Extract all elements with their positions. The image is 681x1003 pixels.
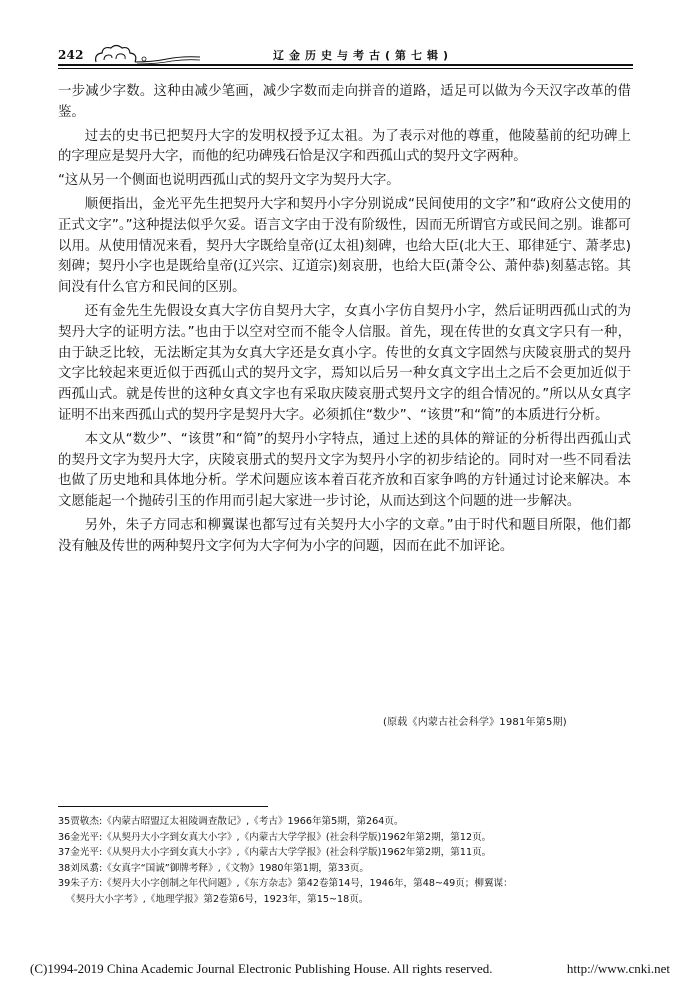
header-rule: [58, 64, 633, 66]
footnote-rule: [58, 806, 268, 807]
paragraph: 过去的史书已把契丹大字的发明权授予辽太祖。为了表示对他的尊重，他陵墓前的纪功碑上的字理应是契丹大字，而他的纪功碑残石恰是汉字和西孤山式的契丹文字两种。: [58, 128, 631, 165]
article-body: [58, 82, 631, 561]
footnote: 38刘凤翥:《女真字“国诚”御牌考释》,《文物》1980年第1期，第33页。: [58, 862, 369, 874]
paragraph: “这从另一个侧面也说明西孤山式的契丹文字为契丹大字。: [58, 173, 400, 189]
footnote: 39朱子方:《契丹大小字创制之年代问题》,《东方杂志》第42卷第14号，1946年，第48~49页；柳翼谋：: [58, 878, 513, 890]
paragraph: 本文从“数少”、“该贯”和“简”的契丹小字特点，通过上述的具体的辩证的分析得出西孤山式的契丹文字为契丹大字，庆陵哀册式的契丹文字为契丹小字的初步结论的。同时对一些不同看法也做了历史地和具体地分析。学术问题应该本着百花齐放和百家争鸣的方针通过讨论来解决。本文愿能起一个抛砖引玉的作用而引起大家进一步讨论，从而达到这个问题的进一步解决。: [58, 431, 631, 510]
paragraph: 一步减少字数。这种由减少笔画，减少字数而走向拼音的道路，适足可以做为今天汉字改革的借鉴。: [58, 84, 631, 120]
page-header: [58, 42, 633, 72]
paragraph: 另外，朱子方同志和柳翼谋也都写过有关契丹大小字的文章。”由于时代和题目所限，他们都没有触及传世的两种契丹文字何为大字何为小字的问题，因而在此不加评论。: [58, 517, 631, 554]
paragraph: 顺便指出，金光平先生把契丹大字和契丹小字分别说成“民间使用的文字”和“政府公文使用的正式文字”。”这种提法似乎欠妥。语言文字由于没有阶级性，因而无所谓官方或民间之别。谁都可以用。从使用情况来看，契丹大字既给皇帝(辽太祖)刻碑，也给大臣(北大王、耶律延宁、萧孝忠)刻碑；契丹小字也是既给皇帝(辽兴宗、辽道宗)刻哀册，也给大臣(萧令公、萧仲恭)刻墓志铭。其间没有什么官方和民间的区别。: [58, 196, 631, 296]
footnote: 35贾敬杰:《内蒙古昭盟辽太祖陵调查散记》,《考古》1966年第5期，第264页。: [58, 816, 404, 827]
cloud-ornament-icon: [92, 42, 202, 66]
running-title: 辽金历史与考古(第七辑): [273, 49, 454, 62]
paragraph: 还有金先生先假设女真大字仿自契丹大字，女真小字仿自契丹小字，然后证明西孤山式的为契丹大字的证明方法。”也由于以空对空而不能令人信服。首先，现在传世的女真文字只有一种，由于缺乏比较，无法断定其为女真大字还是女真小字。传世的女真文字固然与庆陵哀册式的契丹文字比较起来更近似于西孤山式的契丹文字，焉知以后另一种女真文字出土之后不会更加近似于西孤山式。就是传世的这种女真文字也有采取庆陵哀册式契丹文字的组合情况的。”所以从女真字证明不出来西孤山式的契丹字是契丹大字。必须抓住“数少”、“该贯”和“简”的本质进行分析。: [58, 303, 631, 423]
footnote-continuation: 《契丹大小字考》,《地理学报》第2卷第6号，1923年，第15~18页。: [66, 893, 369, 905]
header-rule-thin: [58, 68, 633, 69]
cnki-link[interactable]: http://www.cnki.net: [566, 961, 670, 976]
footnote: 37金光平:《从契丹大小字到女真大小字》,《内蒙古大学学报》(社会科学版)1962年第2期，第11页。: [58, 847, 492, 859]
source-note: (原载《内蒙古社会科学》1981年第5期): [383, 717, 567, 728]
footnotes: [58, 814, 631, 908]
footnote: 36金光平:《从契丹大小字到女真大小字》,《内蒙古大学学报》(社会科学版)1962年第2期，第12页。: [58, 831, 492, 843]
copyright-notice: (C)1994-2019 China Academic Journal Electronic Publishing House. All rights reserved.: [30, 961, 493, 976]
page-number: 242: [58, 48, 84, 62]
